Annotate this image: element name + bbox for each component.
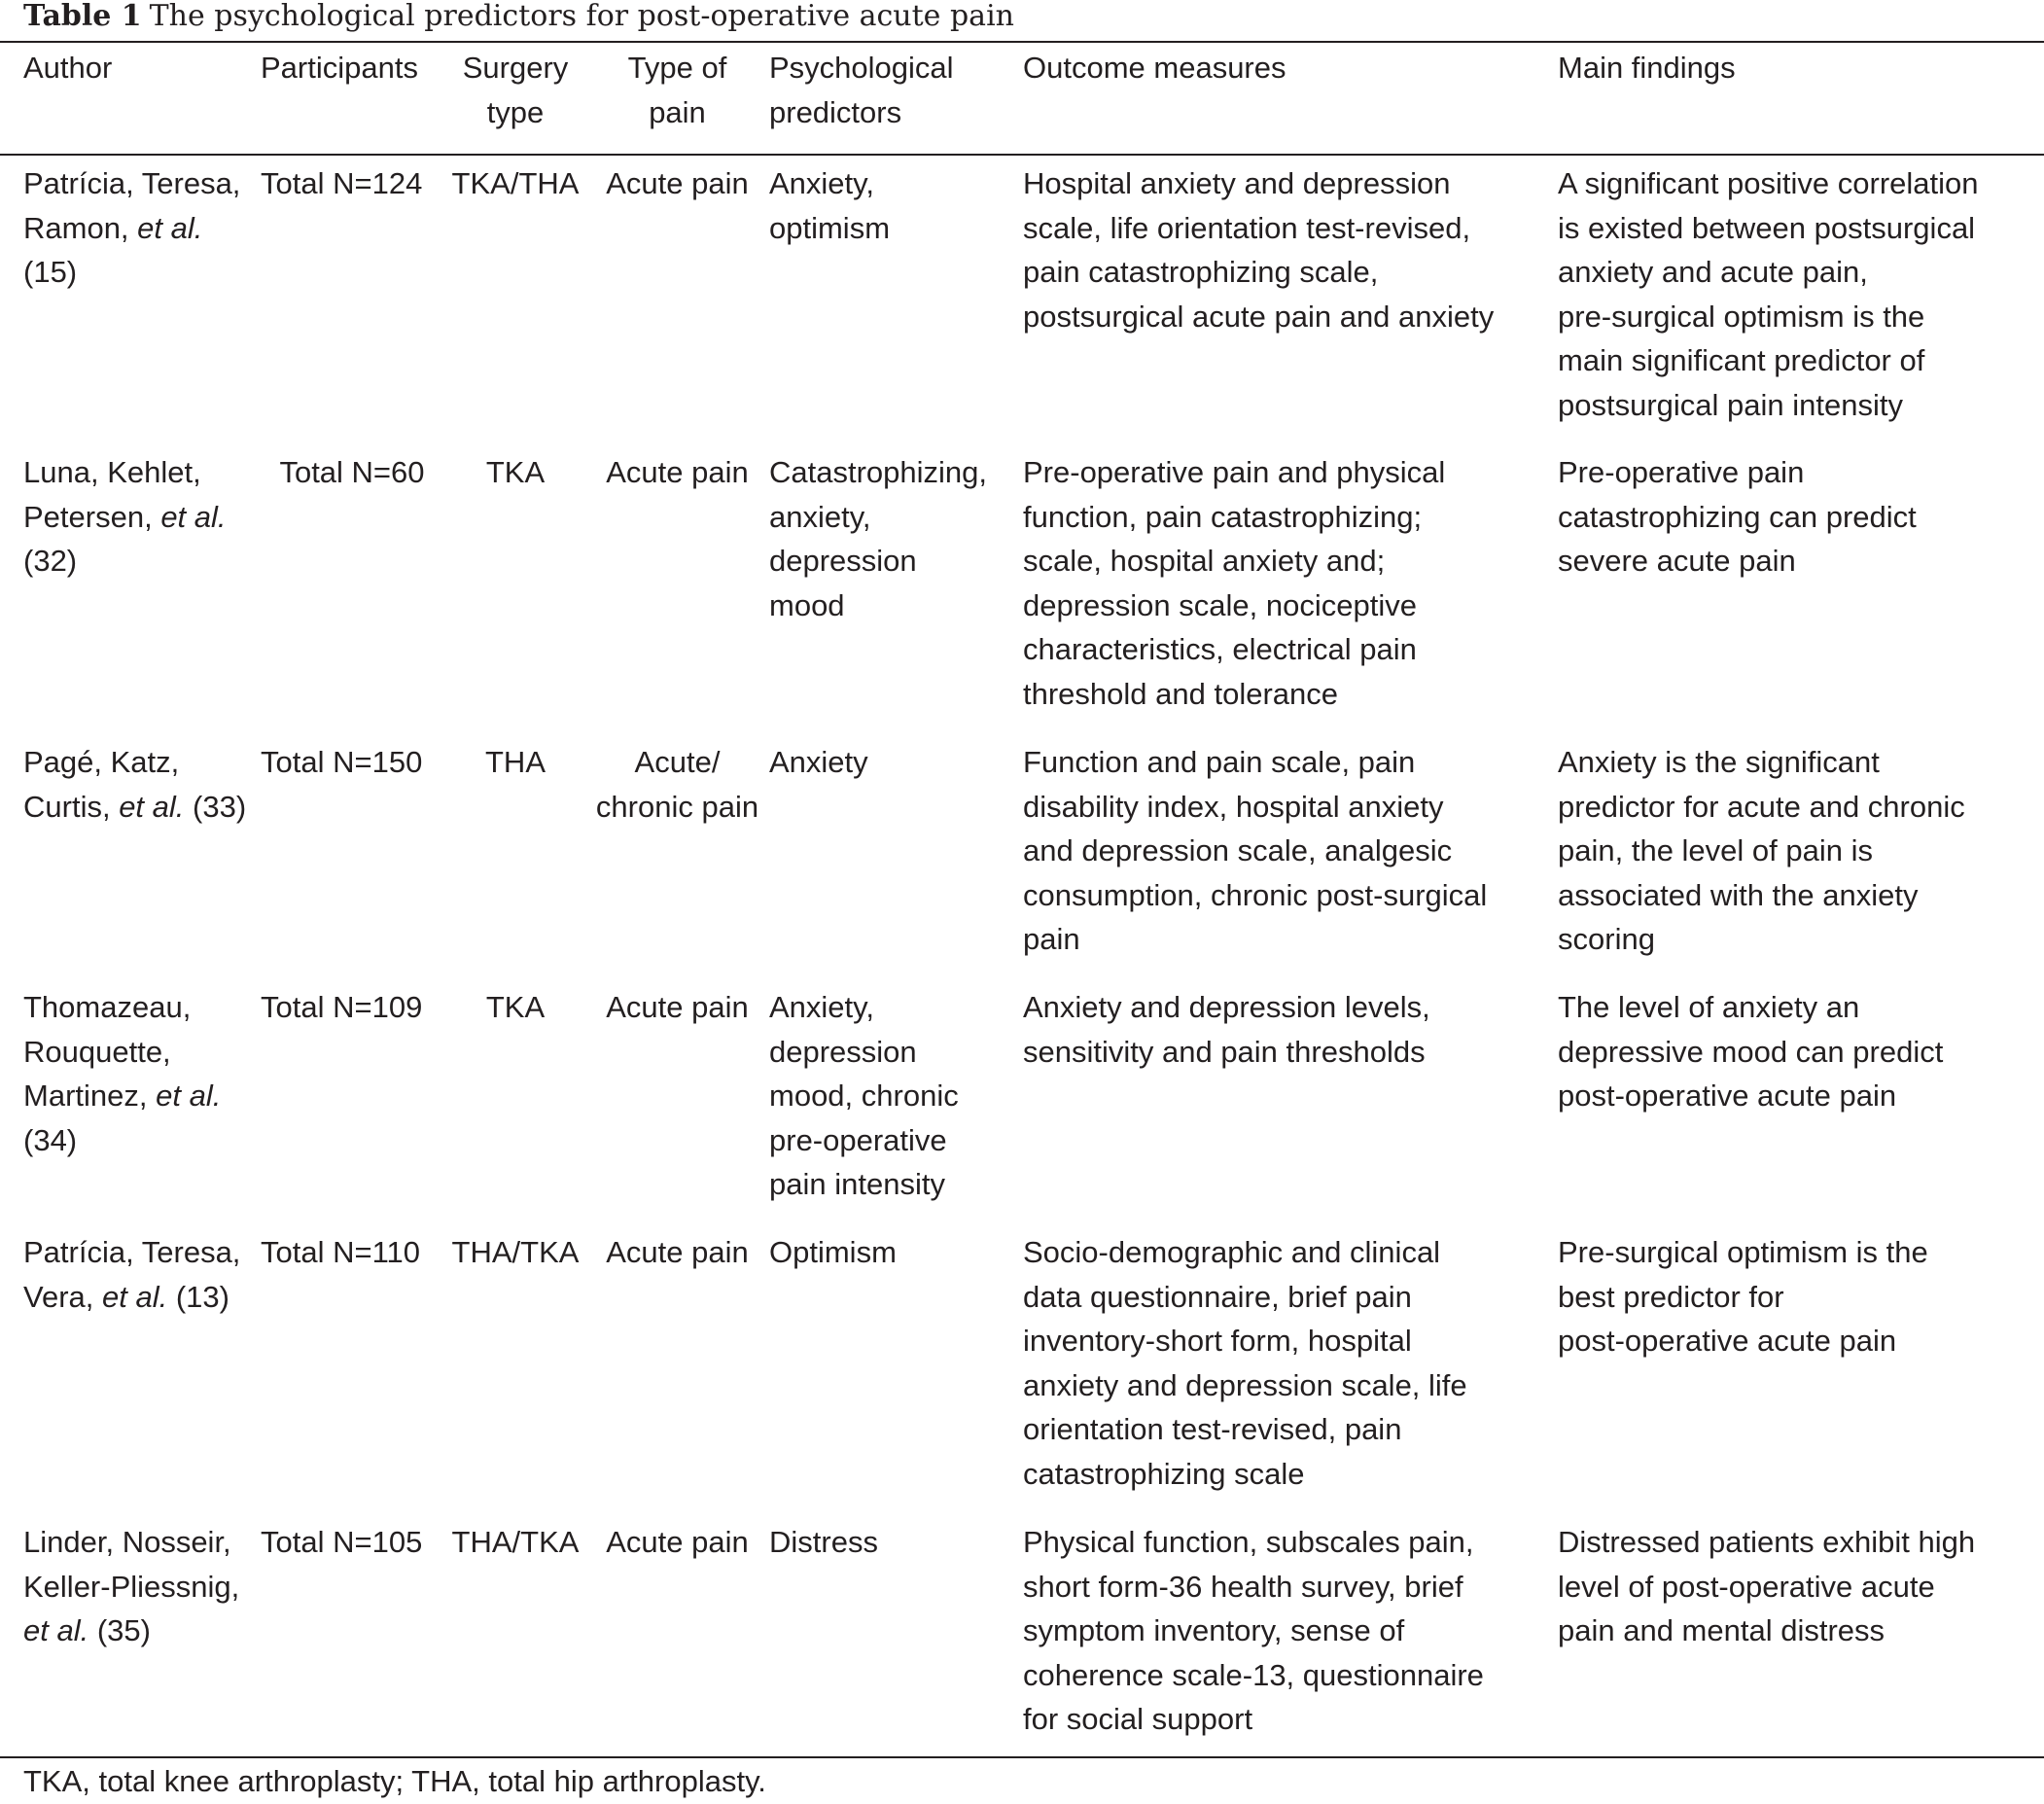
cell-author: Linder, Nosseir, Keller-Pliessnig, et al. (35) [23, 1525, 240, 1648]
cell-findings: A significant positive correlation is existed between postsurgical anxiety and acute pain, pre-surgical optimism is the main significant predictor of postsurgical pain intensity [1558, 166, 1979, 422]
cell-surgery: TKA/THA [451, 166, 580, 200]
cell-author: Patrícia, Teresa, Ramon, et al. (15) [23, 166, 241, 290]
cell-predictors: Optimism [769, 1235, 897, 1269]
cell-surgery: THA [485, 745, 546, 779]
cell-predictors: Anxiety [769, 745, 868, 779]
top-rule [0, 41, 2044, 43]
cell-outcome: Socio-demographic and clinical data questionnaire, brief pain inventory-short form, hospital anxiety and depression scale, life orientation test-revised, pain catastrophizing scale [1023, 1235, 1467, 1491]
cell-pain: Acute pain [606, 1525, 749, 1559]
cell-findings: Pre-surgical optimism is the best predictor for post-operative acute pain [1558, 1235, 1928, 1359]
cell-predictors: Anxiety, depression mood, chronic pre-operative pain intensity [769, 990, 959, 1202]
cell-participants: Total N=150 [261, 745, 423, 779]
cell-outcome: Function and pain scale, pain disability index, hospital anxiety and depression scale, analgesic consumption, chronic post-surgical pain [1023, 745, 1488, 957]
cell-author: Patrícia, Teresa, Vera, et al. (13) [23, 1235, 241, 1314]
table-row [0, 979, 2044, 1224]
col-outcome: Outcome measures [1023, 51, 1286, 85]
table-row [0, 1514, 2044, 1751]
cell-pain: Acute pain [606, 166, 749, 200]
cell-participants: Total N=105 [261, 1525, 423, 1559]
cell-author: Luna, Kehlet, Petersen, et al. (32) [23, 455, 227, 579]
cell-predictors: Anxiety, optimism [769, 166, 891, 245]
cell-outcome: Physical function, subscales pain, short form-36 health survey, brief symptom inventory, sense of coherence scale-13, questionnaire for social support [1023, 1525, 1484, 1737]
cell-author: Pagé, Katz, Curtis, et al. (33) [23, 745, 247, 824]
cell-findings: Pre-operative pain catastrophizing can predict severe acute pain [1558, 455, 1917, 579]
bottom-rule [0, 1756, 2044, 1758]
cell-participants: Total N=60 [279, 455, 425, 489]
table-row [0, 734, 2044, 979]
cell-pain: Acute/ chronic pain [595, 745, 759, 824]
col-surgery-type: Surgery type [462, 51, 569, 129]
table-row [0, 444, 2044, 734]
table-caption [23, 0, 1014, 33]
cell-predictors: Catastrophizing, anxiety, depression mood [769, 455, 988, 622]
cell-surgery: THA/TKA [451, 1525, 580, 1559]
cell-outcome: Hospital anxiety and depression scale, life orientation test-revised, pain catastrophizing scale, postsurgical acute pain and anxiety [1023, 166, 1495, 334]
cell-outcome: Anxiety and depression levels, sensitivity and pain thresholds [1023, 990, 1430, 1069]
col-predictors: Psychological predictors [769, 51, 954, 129]
cell-author: Thomazeau, Rouquette, Martinez, et al. (34) [23, 990, 222, 1157]
table-row [0, 1224, 2044, 1514]
cell-pain: Acute pain [606, 990, 749, 1024]
table-title: The psychological predictors for post-operative acute pain [149, 0, 1014, 33]
cell-findings: Distressed patients exhibit high level of post-operative acute pain and mental distress [1558, 1525, 1976, 1648]
cell-participants: Total N=110 [261, 1235, 421, 1269]
cell-findings: Anxiety is the significant predictor for acute and chronic pain, the level of pain is associated with the anxiety scoring [1558, 745, 1965, 957]
cell-findings: The level of anxiety an depressive mood can predict post-operative acute pain [1558, 990, 1944, 1114]
table-label: Table 1 [23, 0, 142, 33]
header-row [0, 45, 2044, 155]
col-author: Author [23, 51, 113, 85]
cell-pain: Acute pain [606, 1235, 749, 1269]
cell-participants: Total N=109 [261, 990, 423, 1024]
table-footnote: TKA, total knee arthroplasty; THA, total hip arthroplasty. [23, 1764, 766, 1798]
cell-surgery: THA/TKA [451, 1235, 580, 1269]
col-pain-type: Type of pain [627, 51, 727, 129]
cell-predictors: Distress [769, 1525, 878, 1559]
cell-participants: Total N=124 [261, 166, 423, 200]
col-participants: Participants [261, 51, 418, 85]
cell-outcome: Pre-operative pain and physical function, pain catastrophizing; scale, hospital anxiety and; depression scale, nociceptive characteristics, electrical pain threshold and tolerance [1023, 455, 1446, 711]
col-findings: Main findings [1558, 51, 1736, 85]
cell-surgery: TKA [485, 455, 546, 489]
cell-surgery: TKA [485, 990, 546, 1024]
predictors-table [0, 45, 2044, 1751]
cell-pain: Acute pain [606, 455, 749, 489]
table-row [0, 155, 2044, 444]
